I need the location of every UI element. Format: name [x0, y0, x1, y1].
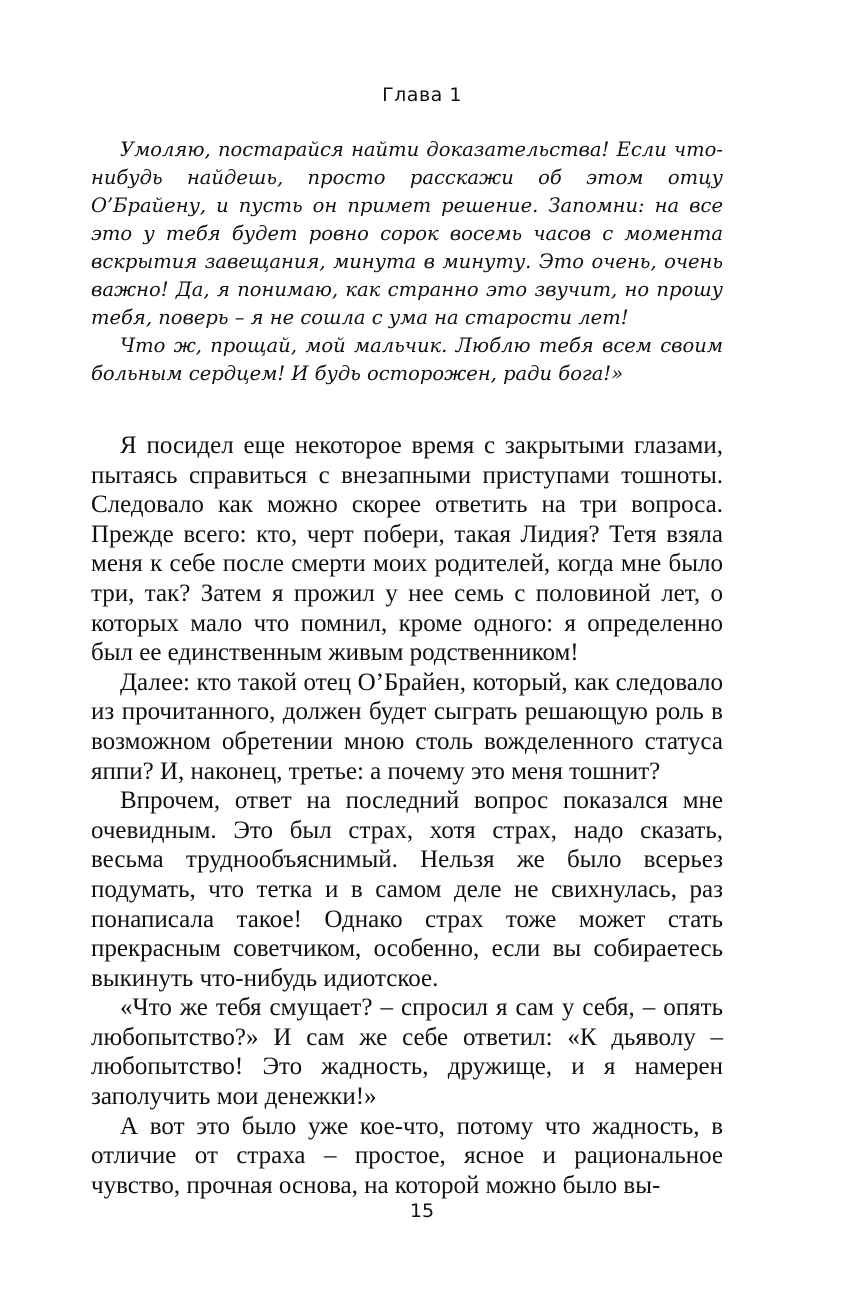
body-paragraph: А вот это было уже кое-что, потому что жадность, в отличие от страха – простое, ясное и рациональное чувство, прочная основа, на которой можно было вы-: [91, 1112, 723, 1199]
letter-quote: [91, 136, 723, 388]
body-text: [91, 431, 723, 1200]
running-head: Глава 1: [382, 84, 462, 106]
body-paragraph: Далее: кто такой отец О’Брайен, который, как следовало из прочитанного, должен будет сыграть решающую роль в возможном обретении мною столь вожделенного статуса яппи? И, наконец, третье: а почему это меня тошнит?: [91, 668, 723, 785]
page-number: 15: [409, 1200, 435, 1222]
body-paragraph: «Что же тебя смущает? – спросил я сам у себя, – опять любопытство?» И сам же себе ответил: «К дьяволу – любопытство! Это жадность, дружище, и я намерен заполучить мои денежки!»: [91, 994, 723, 1111]
letter-paragraph: Что ж, прощай, мой мальчик. Люблю тебя всем своим больным сердцем! И будь осторожен, ради бога!»: [91, 334, 723, 385]
body-paragraph: Впрочем, ответ на последний вопрос показался мне очевидным. Это был страх, хотя страх, надо сказать, весьма труднообъяснимый. Нельзя же было всерьез подумать, что тетка и в самом деле не свихнулась, раз понаписала такое! Однако страх тоже может стать прекрасным советчиком, особенно, если вы собираетесь выкинуть что-нибудь идиотское.: [91, 787, 723, 992]
body-paragraph: Я посидел еще некоторое время с закрытыми глазами, пытаясь справиться с внезапными приступами тошноты. Следовало как можно скорее ответить на три вопроса. Прежде всего: кто, черт побери, такая Лидия? Тетя взяла меня к себе после смерти моих родителей, когда мне было три, так? Затем я прожил у нее семь с половиной лет, о которых мало что помнил, кроме одного: я определенно был ее единственным живым родственником!: [91, 432, 723, 667]
letter-paragraph: Умоляю, постарайся найти доказательства! Если что-нибудь найдешь, просто расскажи об этом отцу О’Брайену, и пусть он примет решение. Запомни: на все это у тебя будет ровно сорок восемь часов с момента вскрытия завещания, минута в минуту. Это очень, очень важно! Да, я понимаю, как странно это звучит, но прошу тебя, поверь – я не сошла с ума на старости лет!: [91, 138, 723, 329]
text-block: [91, 136, 723, 1200]
